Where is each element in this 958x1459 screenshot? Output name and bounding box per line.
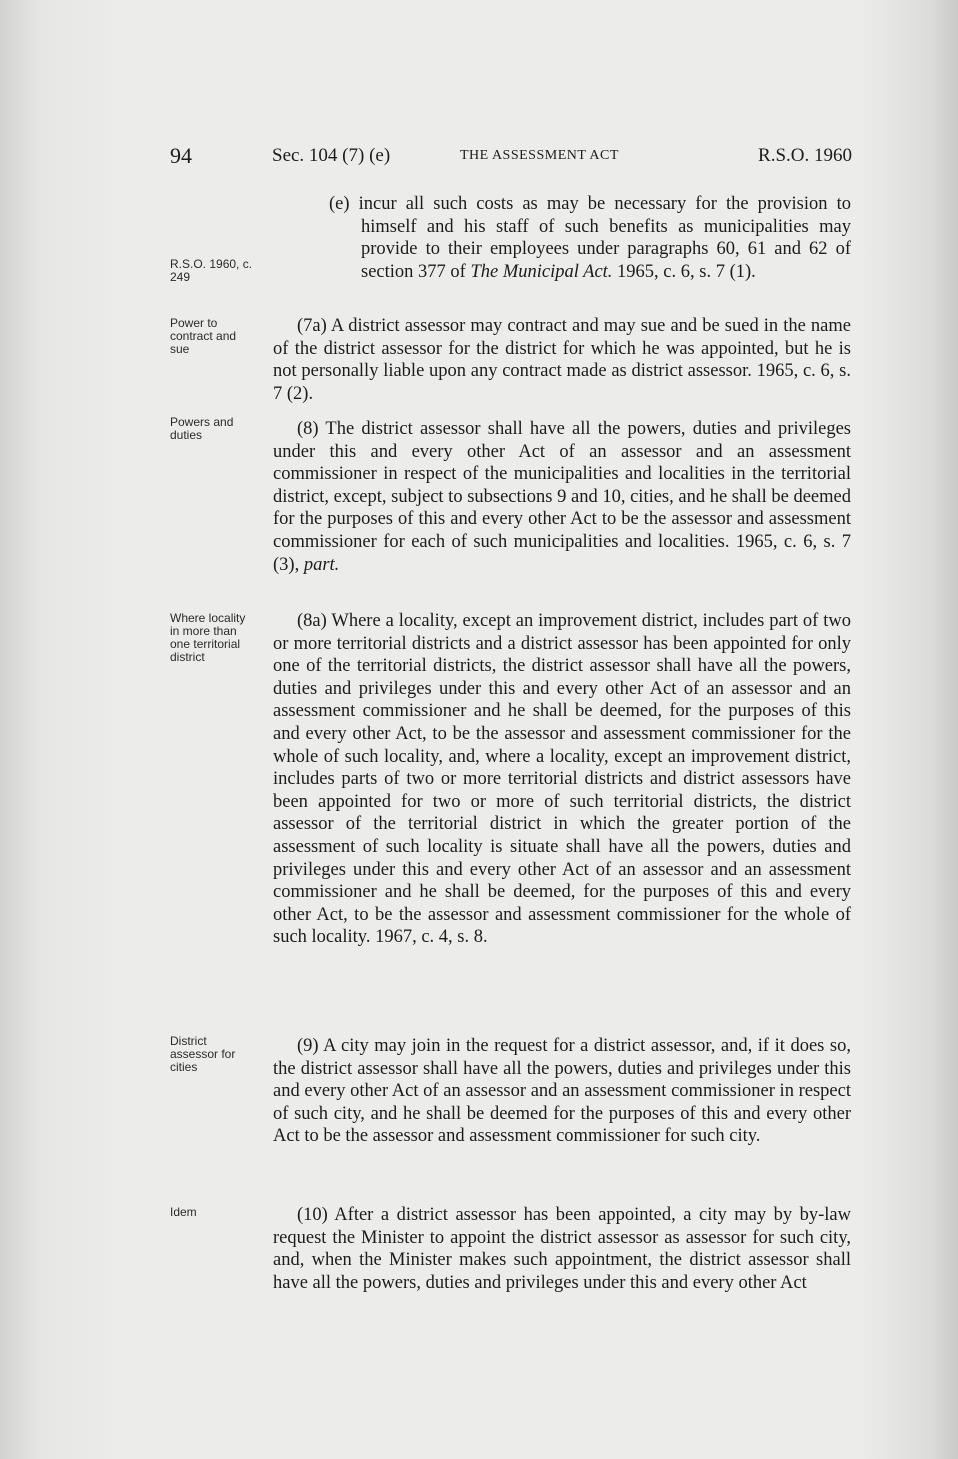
margin-note-district-assessor: District assessor for cities [170, 1034, 236, 1074]
paragraph-8 [273, 418, 851, 576]
paragraph-e-cite: 1965, c. 6, s. 7 (1). [617, 261, 756, 282]
paragraph-9-text: (9) A city may join in the request for a district assessor, and, if it does so, the district assessor shall have all the powers, duties and privileges under this and every other Act of an assessor and an assessment commissioner in respect of such city, and he shall be deemed for the purposes of this and every other Act to be the assessor and assessment commissioner for such city. [273, 1036, 851, 1147]
margin-note-idem: Idem [170, 1205, 197, 1219]
paragraph-9 [273, 1035, 851, 1148]
paragraph-e-act: The Municipal Act. [470, 261, 613, 282]
paragraph-8a-text: (8a) Where a locality, except an improvement district, includes part of two or more territorial districts and a district assessor has been appointed for only one of the territorial districts, the district assessor shall have all the powers, duties and privileges under this and every other Act of an assessor and an assessment commissioner and he shall be deemed, for the purposes of this and every other Act, to be the assessor and assessment commissioner for the whole of such locality, and, where a locality, except an improvement district, includes parts of two or more territorial districts and district assessors have been appointed for two or more of such territorial districts, the district assessor of the territorial district in which the greater portion of the assessment of such locality is situate shall have all the powers, duties and privileges under this and every other Act of an assessor and an assessment commissioner and he shall be deemed, for the purposes of this and every other Act, to be the assessor and assessment commissioner for the whole of such locality. 1967, c. 4, s. 8. [273, 611, 851, 948]
running-title: THE ASSESSMENT ACT [460, 148, 619, 163]
paragraph-8a [273, 610, 851, 949]
margin-note-rso: R.S.O. 1960, c. 249 [170, 257, 253, 284]
paragraph-8-part: part. [303, 554, 340, 575]
section-ref: Sec. 104 (7) (e) [272, 145, 391, 166]
margin-note-power-contract: Power to contract and sue [170, 316, 237, 356]
page-number: 94 [170, 143, 192, 168]
page-header [170, 143, 852, 173]
margin-note-powers-duties: Powers and duties [170, 415, 234, 442]
paragraph-e-text: (e) incur all such costs as may be necessary for the provision to himself and his staff of such benefits as municipalities may provide to their employees under paragraphs 60, 61 and 62 of section 377 of [329, 194, 851, 282]
rso-ref: R.S.O. 1960 [758, 145, 852, 166]
paragraph-8-text: (8) The district assessor shall have all the powers, duties and privileges under this and every other Act of an assessor and an assessment commissioner in respect of the municipalities and localities in the territorial district, except, subject to subsections 9 and 10, cities, and he shall be deemed for the purposes of this and every other Act to be the assessor and assessment commissioner for each of such municipalities and localities. 1965, c. 6, s. 7 (3), [273, 419, 851, 575]
paragraph-e [273, 193, 851, 283]
paragraph-10 [273, 1204, 851, 1294]
margin-note-where-locality: Where locality in more than one territorial district [170, 611, 246, 664]
paragraph-10-text: (10) After a district assessor has been appointed, a city may by by-law request the Minister to appoint the district assessor as assessor for such city, and, when the Minister makes such appointment, the district assessor shall have all the powers, duties and privileges under this and every other Act [273, 1205, 851, 1293]
paragraph-7a [273, 315, 851, 405]
paragraph-7a-text: (7a) A district assessor may contract and may sue and be sued in the name of the district assessor for the district for which he was appointed, but he is not personally liable upon any contract made as district assessor. 1965, c. 6, s. 7 (2). [273, 316, 851, 404]
